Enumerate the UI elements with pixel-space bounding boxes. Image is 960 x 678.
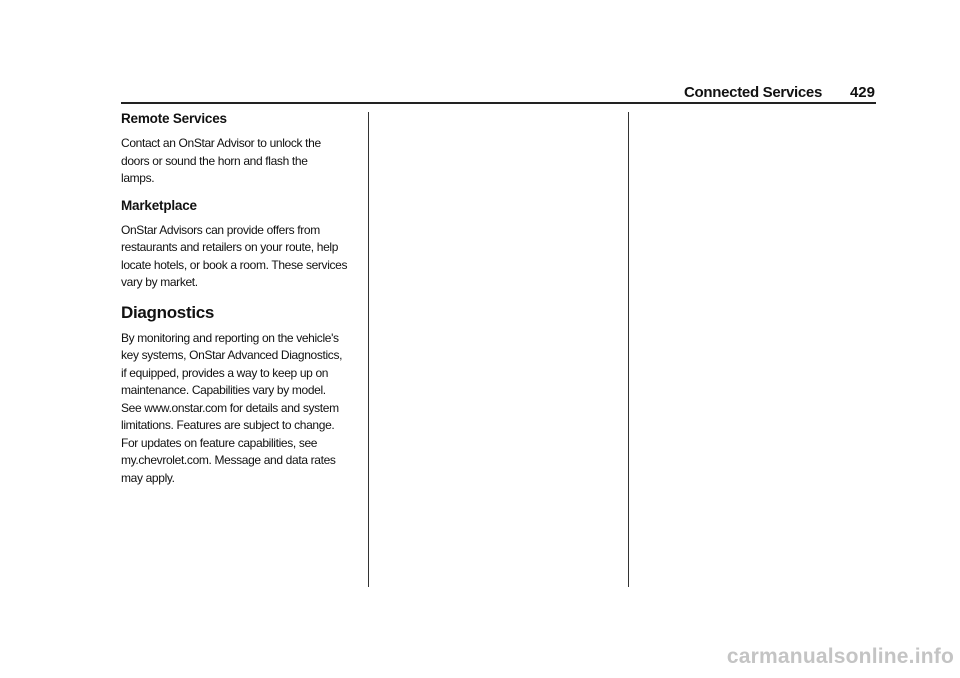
text-line: locate hotels, or book a room. These services	[121, 257, 348, 272]
text-line: Contact an OnStar Advisor to unlock the	[121, 136, 321, 150]
watermark[interactable]: carmanualsonline.info	[726, 645, 954, 668]
text-line: key systems, OnStar Advanced Diagnostics,	[121, 348, 343, 362]
text-line: limitations. Features are subject to change.	[121, 418, 335, 432]
diagnostics-paragraph	[121, 330, 357, 488]
text-line: if equipped, provides a way to keep up on	[121, 365, 329, 380]
text-line: maintenance. Capabilities vary by model.	[121, 383, 326, 397]
left-column	[121, 110, 357, 487]
text-line: may apply.	[121, 470, 175, 485]
remote-services-paragraph	[121, 135, 357, 188]
marketplace-heading: Marketplace	[121, 197, 197, 213]
marketplace-paragraph	[121, 222, 357, 292]
page-number: 429	[849, 84, 875, 101]
text-line: lamps.	[121, 171, 155, 185]
remote-services-heading: Remote Services	[121, 111, 227, 126]
text-line: OnStar Advisors can provide offers from	[121, 222, 320, 237]
text-line: my.chevrolet.com. Message and data rates	[121, 453, 336, 467]
text-line: restaurants and retailers on your route, help	[121, 240, 339, 254]
section-title: Connected Services	[684, 84, 822, 101]
text-line: For updates on feature capabilities, see	[121, 435, 318, 450]
text-line: doors or sound the horn and flash the	[121, 153, 308, 168]
header-rule	[121, 102, 876, 104]
text-line: By monitoring and reporting on the vehicle's	[121, 330, 339, 345]
diagnostics-heading: Diagnostics	[121, 302, 215, 322]
text-line: See www.onstar.com for details and system	[121, 400, 339, 415]
column-divider-right	[628, 112, 629, 587]
text-line: vary by market.	[121, 275, 198, 289]
column-divider-left	[368, 112, 369, 587]
